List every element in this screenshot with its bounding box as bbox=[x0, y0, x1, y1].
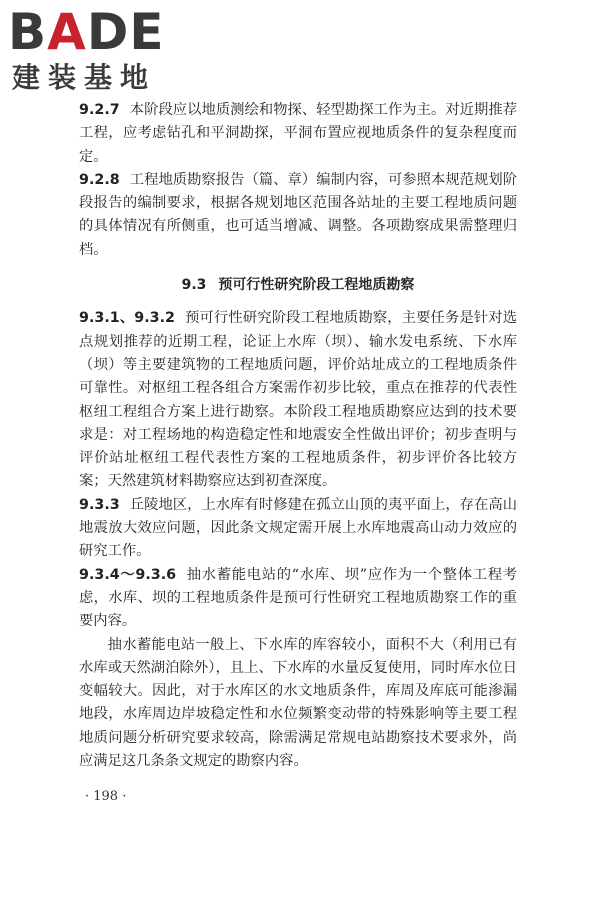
clause-number: 9.3.4～9.3.6 bbox=[79, 566, 177, 583]
clause-text: 工程地质勘察报告（篇、章）编制内容，可参照本规范规划阶段报告的编制要求，根据各规划地区范围各站址的主要工程地质问题的具体情况有所侧重，也可适当增减、调整。各项勘察成果需整理归档。 bbox=[79, 171, 517, 258]
clause-number: 9.2.8 bbox=[79, 171, 120, 188]
clause-text: 本阶段应以地质测绘和物探、轻型勘探工作为主。对近期推荐工程，应考虑钻孔和平洞勘探，平洞布置应视地质条件的复杂程度而定。 bbox=[79, 102, 517, 165]
clause-number: 9.3.1、9.3.2 bbox=[79, 310, 175, 327]
logo-letter-a: A bbox=[47, 3, 87, 61]
clause-9-3-4-6 bbox=[79, 564, 517, 634]
logo bbox=[8, 4, 188, 94]
clause-number: 9.2.7 bbox=[79, 102, 120, 118]
clause-9-3-1-2 bbox=[79, 307, 517, 493]
logo-letters-de: DE bbox=[86, 3, 165, 61]
clause-9-2-7 bbox=[79, 99, 517, 169]
logo-letter-b: B bbox=[8, 3, 48, 61]
section-title: 预可行性研究阶段工程地质勘察 bbox=[218, 277, 415, 294]
section-heading bbox=[79, 274, 517, 297]
logo-wordmark bbox=[8, 4, 165, 60]
document-body bbox=[79, 99, 517, 773]
clause-text: 丘陵地区，上水库有时修建在孤立山顶的夷平面上，存在高山地震放大效应问题，因此条文规定需开展上水库地震高山动力效应的研究工作。 bbox=[79, 496, 517, 560]
clause-9-3-3 bbox=[79, 494, 517, 564]
body-paragraph: 抽水蓄能电站一般上、下水库的库容较小，面积不大（利用已有水库或天然湖泊除外），且上、下水库的水量反复使用，同时库水位日变幅较大。因此，对于水库区的水文地质条件，库周及库底可能渗漏地段，水库周边岸坡稳定性和水位频繁变动带的特殊影响等主要工程地质问题分析研究要求较高，除需满足常规电站勘察技术要求外，尚应满足这几条条文规定的勘察内容。 bbox=[79, 636, 517, 770]
section-number: 9.3 bbox=[181, 277, 207, 294]
clause-number: 9.3.3 bbox=[79, 496, 120, 513]
clause-9-2-8 bbox=[79, 169, 517, 262]
logo-subtitle: 建装基地 bbox=[12, 61, 157, 94]
page-number: · 198 · bbox=[85, 789, 127, 804]
clause-text: 抽水蓄能电站的“水库、坝”应作为一个整体工程考虑，水库、坝的工程地质条件是预可行性研究工程地质勘察工作的重要内容。 bbox=[79, 566, 517, 630]
clause-text: 预可行性研究阶段工程地质勘察，主要任务是针对选点规划推荐的近期工程，论证上水库（坝）、输水发电系统、下水库（坝）等主要建筑物的工程地质问题，评价站址成立的工程地质条件可靠性。对枢纽工程各组合方案需作初步比较，重点在推荐的代表性枢纽工程组合方案上进行勘察。本阶段工程地质勘察应达到的技术要求是：对工程场地的构造稳定性和地震安全性做出评价；初步查明与评价站址枢纽工程代表性方案的工程地质条件，初步评价各比较方案；天然建筑材料勘察应达到初查深度。 bbox=[79, 310, 517, 490]
